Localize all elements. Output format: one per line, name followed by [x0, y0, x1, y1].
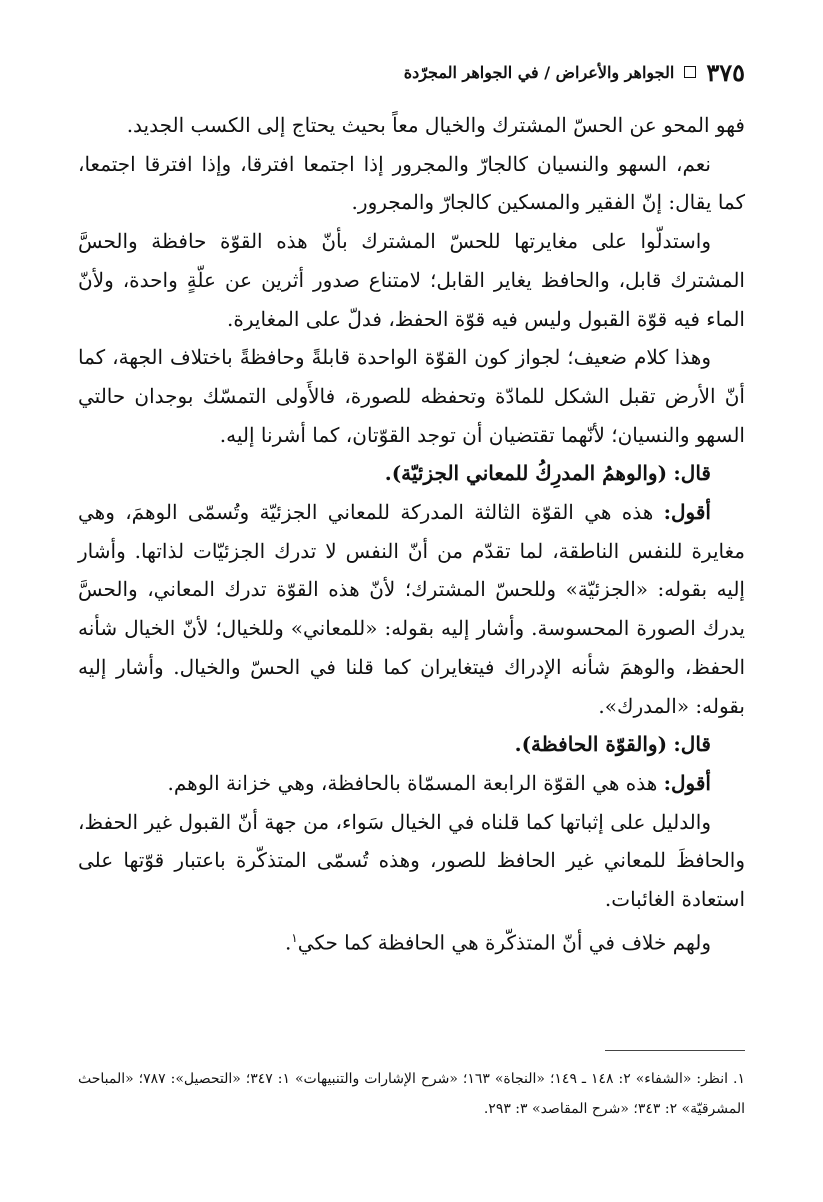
paragraph: واستدلّوا على مغايرتها للحسّ المشترك بأنّ هذه القوّة حافظة والحسَّ المشترك قابل، والحافظ يغاير القابل؛ لامتناع صدور أثرين عن علّةٍ واحدة، ولأنّ الماء فيه قوّة القبول وليس فيه قوّة الحفظ، فدلّ على المغايرة.	[78, 229, 745, 331]
aqul-label: أقول:	[663, 500, 711, 525]
footnotes	[78, 1064, 745, 1124]
commentary-paragraph	[78, 764, 745, 803]
quote-line	[78, 454, 745, 493]
paragraph: ولهم خلاف في أنّ المتذكّرة هي الحافظة كما حكي$^١$.	[284, 930, 711, 955]
footnote-divider	[605, 1050, 745, 1051]
qal-label: قال:	[673, 732, 711, 757]
square-ornament-icon	[684, 66, 696, 78]
footnote-ref[interactable]: ١	[291, 930, 298, 945]
paragraph: فهو المحو عن الحسّ المشترك والخيال معاً بحيث يحتاج إلى الكسب الجديد.	[126, 113, 745, 137]
page-header	[78, 52, 745, 92]
quote-text: (والقوّة الحافظة).	[514, 732, 668, 757]
paragraph: وهذا كلام ضعيف؛ لجواز كون القوّة الواحدة قابلةً وحافظةً باختلاف الجهة، كما أنّ الأرض تقبل الشكل للمادّة وتحفظه للصورة، فالأَولى التمسّك بوجدان حالتي السهو والنسيان؛ لأنّهما تقتضيان أن توجد القوّتان، كما أشرنا إليه.	[78, 345, 745, 447]
commentary-paragraph	[78, 493, 745, 725]
qal-label: قال:	[673, 461, 711, 486]
commentary-text: هذه هي القوّة الثالثة المدركة للمعاني الجزئيّة وتُسمّى الوهمَ، وهي مغايرة للنفس الناطقة، لما تقدّم من أنّ النفس لا تدرك الجزئيّات لذاتها. وأشار إليه بقوله: «الجزئيّة» وللحسّ المشترك؛ لأنّ هذه القوّة تدرك المعاني، والحسَّ يدرك الصورة المحسوسة. وأشار إليه بقوله: «للمعاني» وللخيال؛ لأنّ الخيال شأنه الحفظ، والوهمَ شأنه الإدراك فيتغايران كما قلنا في الحسّ والخيال. وأشار إليه بقوله: «المدرك».	[78, 500, 745, 718]
commentary-text: هذه هي القوّة الرابعة المسمّاة بالحافظة، وهي خزانة الوهم.	[167, 770, 658, 795]
running-title: الجواهر والأعراض / في الجواهر المجرّدة	[403, 62, 675, 82]
paragraph-text: ولهم خلاف في أنّ المتذكّرة هي الحافظة كما حكي	[297, 930, 711, 955]
quote-line	[78, 725, 745, 764]
main-text	[78, 106, 745, 962]
paragraph: والدليل على إثباتها كما قلناه في الخيال سَواء، من جهة أنّ القبول غير الحفظ، والحافظَ للمعاني غير الحافظ للصور، وهذه تُسمّى المتذكّرة باعتبار قوّتها على استعادة الغائبات.	[78, 809, 745, 912]
page-number: ٣٧٥	[706, 57, 745, 87]
paragraph: نعم، السهو والنسيان كالجارّ والمجرور إذا اجتمعا افترقا، وإذا افترقا اجتمعا، كما يقال: إنّ الفقير والمسكين كالجارّ والمجرور.	[78, 151, 745, 215]
quote-text: (والوهمُ المدرِكُ للمعاني الجزئيّة).	[384, 461, 668, 486]
aqul-label: أقول:	[663, 770, 711, 795]
footnote-1: ١. انظر: «الشفاء» ٢: ١٤٨ ـ ١٤٩؛ «النجاة» ١٦٣؛ «شرح الإشارات والتنبيهات» ١: ٣٤٧؛ «التحصيل»: ٧٨٧؛ «المباحث المشرقيّة» ٢: ٣٤٣؛ «شرح المقاصد» ٣: ٢٩٣.	[78, 1071, 746, 1117]
